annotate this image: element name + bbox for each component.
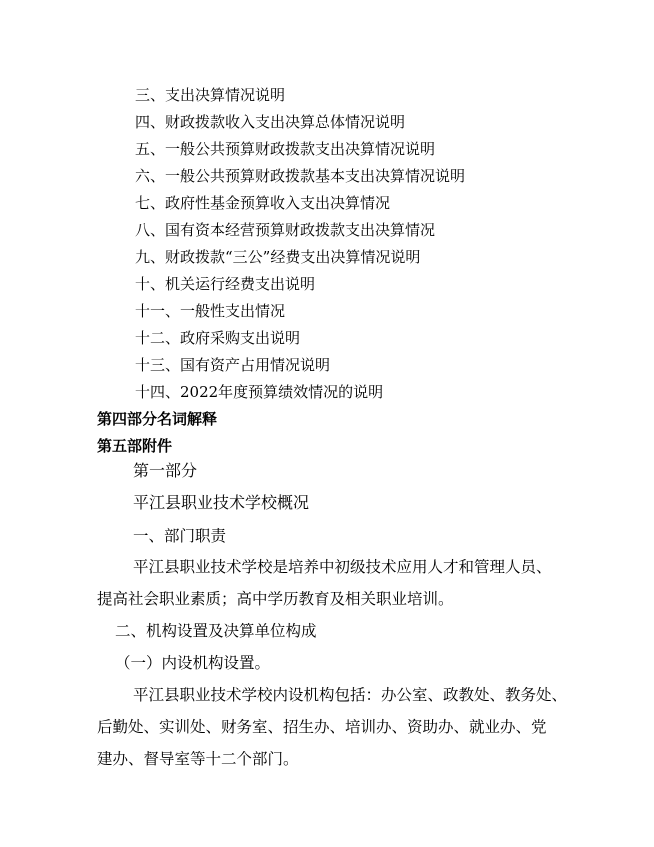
organization-title: 平江县职业技术学校概况 — [133, 493, 310, 512]
toc-item: 三、支出决算情况说明 — [135, 86, 286, 104]
toc-item: 六、一般公共预算财政拨款基本支出决算情况说明 — [135, 167, 466, 185]
toc-part-four: 第四部分名词解释 — [97, 410, 218, 428]
toc-item: 十二、政府采购支出说明 — [135, 329, 301, 347]
toc-part-five: 第五部附件 — [97, 437, 173, 455]
section-heading: 一、部门职责 — [133, 527, 227, 545]
paragraph-line: 后勤处、实训处、财务室、招生办、培训办、资助办、就业办、党 — [97, 718, 547, 736]
toc-item: 十四、2022年度预算绩效情况的说明 — [135, 383, 384, 401]
paragraph-line: 平江县职业技术学校内设机构包括：办公室、政教处、教务处、 — [133, 686, 568, 704]
toc-item: 十三、国有资产占用情况说明 — [135, 356, 331, 374]
subsection-heading: （一）内设机构设置。 — [115, 654, 271, 672]
paragraph-line: 平江县职业技术学校是培养中初级技术应用人才和管理人员、 — [133, 558, 552, 576]
part-title: 第一部分 — [133, 461, 198, 480]
paragraph-line: 建办、督导室等十二个部门。 — [97, 750, 299, 768]
toc-item: 五、一般公共预算财政拨款支出决算情况说明 — [135, 140, 436, 158]
toc-item: 九、财政拨款“三公”经费支出决算情况说明 — [135, 248, 421, 266]
toc-item: 八、国有资本经营预算财政拨款支出决算情况 — [135, 221, 436, 239]
toc-item: 七、政府性基金预算收入支出决算情况 — [135, 194, 391, 212]
toc-item: 四、财政拨款收入支出决算总体情况说明 — [135, 113, 406, 131]
toc-item: 十一、一般性支出情况 — [135, 302, 286, 320]
section-heading: 二、机构设置及决算单位构成 — [115, 622, 317, 640]
toc-item: 十、机关运行经费支出说明 — [135, 275, 316, 293]
paragraph-line: 提高社会职业素质；高中学历教育及相关职业培训。 — [97, 590, 454, 608]
